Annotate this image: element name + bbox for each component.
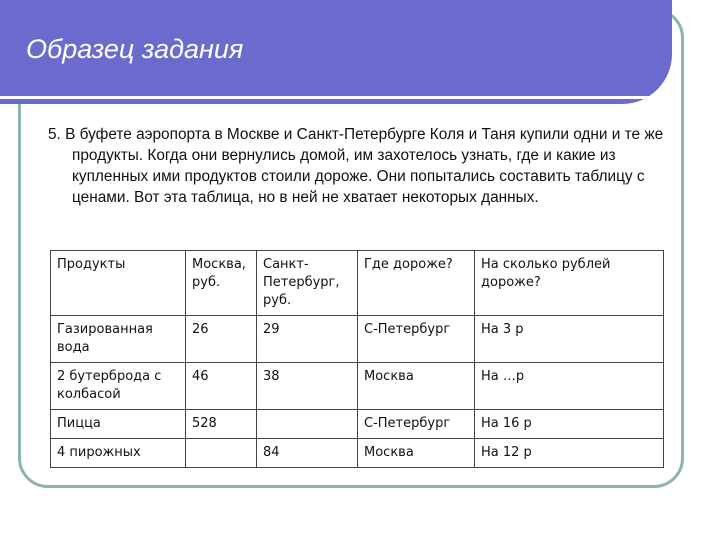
table-cell: С-Петербург: [358, 410, 475, 439]
table-cell: 26: [186, 316, 257, 363]
table-row: [51, 316, 664, 363]
table-cell: Москва: [358, 439, 475, 468]
table-cell: Пицца: [51, 410, 186, 439]
task-text: [48, 124, 678, 208]
header-cell: Где дороже?: [358, 251, 475, 316]
slide-title: Образец задания: [26, 34, 244, 64]
table-cell: 2 бутерброда с колбасой: [51, 363, 186, 410]
header-cell: Санкт-Петербург, руб.: [257, 251, 358, 316]
header-cell: Москва, руб.: [186, 251, 257, 316]
table-cell: На 3 р: [475, 316, 664, 363]
table-cell: 84: [257, 439, 358, 468]
task-body: В буфете аэропорта в Москве и Санкт-Петербурге Коля и Таня купили одни и те же продукты. Когда они вернулись домой, им захотелось узнать, где и какие из купленных ими продуктов стоили дороже. Они попытались составить таблицу с ценами. Вот эта таблица, но в ней не хватает некоторых данных.: [65, 126, 664, 206]
table-cell: 29: [257, 316, 358, 363]
table-cell: Москва: [358, 363, 475, 410]
table-header-row: [51, 251, 664, 316]
table-row: [51, 363, 664, 410]
table-cell: 4 пирожных: [51, 439, 186, 468]
table-cell: [186, 439, 257, 468]
price-table: [50, 250, 664, 468]
table-cell: 38: [257, 363, 358, 410]
table-cell: 528: [186, 410, 257, 439]
table-cell: 46: [186, 363, 257, 410]
table-cell: [257, 410, 358, 439]
table-cell: На 12 р: [475, 439, 664, 468]
title-bar: [0, 0, 672, 104]
header-cell: На сколько рублей дороже?: [475, 251, 664, 316]
table-row: [51, 410, 664, 439]
table-cell: На 16 р: [475, 410, 664, 439]
table-cell: С-Петербург: [358, 316, 475, 363]
header-cell: Продукты: [51, 251, 186, 316]
table-cell: На …р: [475, 363, 664, 410]
table-row: [51, 439, 664, 468]
task-number: 5.: [48, 126, 61, 143]
table-cell: Газированная вода: [51, 316, 186, 363]
